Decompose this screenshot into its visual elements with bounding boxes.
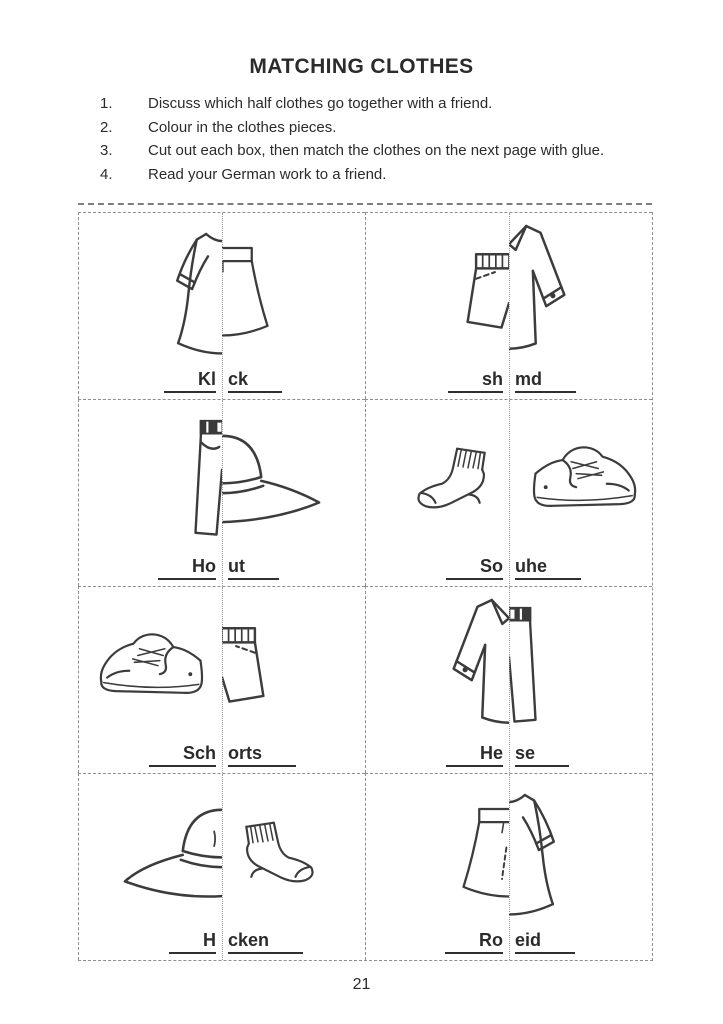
clothes-card [78, 773, 365, 960]
word-fragment-right: uhe [515, 556, 581, 580]
cut-line-icon [222, 400, 223, 586]
left-half-art [79, 404, 222, 550]
word-fragment-left: Ho [158, 556, 216, 580]
shoe-icon [93, 625, 208, 703]
instruction-list [100, 92, 650, 186]
left-half-art [366, 404, 509, 550]
cut-line-icon [222, 774, 223, 960]
right-half-art [222, 404, 365, 550]
right-half-art [222, 591, 365, 737]
shorts-icon [457, 243, 509, 337]
word-fragment-left: Sch [149, 743, 216, 767]
shoe-icon [523, 438, 638, 516]
word-fragment-right: ck [228, 369, 282, 393]
instruction-number: 4. [100, 165, 113, 183]
sock-icon [236, 816, 320, 886]
cut-line-icon [509, 213, 510, 399]
instruction-text: Colour in the clothes pieces. [148, 118, 337, 136]
instruction-item [100, 163, 650, 187]
word-fragment-left: sh [448, 369, 503, 393]
trousers-icon [509, 600, 558, 728]
trousers-icon [173, 413, 222, 541]
instruction-item [100, 116, 650, 140]
right-half-art [509, 591, 652, 737]
skirt-icon [456, 802, 509, 900]
word-fragment-right: eid [515, 930, 575, 954]
instruction-number: 1. [100, 95, 113, 112]
clothes-card [365, 212, 652, 399]
word-fragment-right: ut [228, 556, 279, 580]
cut-line-icon [509, 774, 510, 960]
dress-icon [509, 785, 565, 917]
clothes-card [78, 212, 365, 399]
left-half-art [79, 591, 222, 737]
word-fragment-left: Ro [445, 930, 503, 954]
cut-out-grid [78, 212, 653, 961]
instruction-text: Read your German work to a friend. [148, 165, 387, 183]
hat-icon [222, 426, 328, 528]
right-half-art [222, 217, 365, 363]
clothes-card [78, 586, 365, 773]
clothes-card [365, 586, 652, 773]
left-half-art [366, 591, 509, 737]
shorts-icon [222, 617, 274, 711]
shirt-icon [446, 592, 509, 736]
instruction-text: Cut out each box, then match the clothes on the next page with glue. [148, 142, 605, 159]
word-fragment-left: H [169, 930, 216, 954]
page-number: 21 [352, 976, 371, 993]
word-fragment-right: md [515, 369, 576, 393]
word-fragment-left: So [446, 556, 503, 580]
cut-line-icon [509, 400, 510, 586]
cut-line-icon [222, 587, 223, 773]
instruction-text: Discuss which half clothes go together with a friend. [148, 95, 493, 112]
instruction-item [100, 139, 650, 163]
left-half-art [79, 217, 222, 363]
word-fragment-right: orts [228, 743, 296, 767]
grid-outer-border [78, 203, 652, 205]
right-half-art [509, 404, 652, 550]
word-fragment-right: cken [228, 930, 303, 954]
instruction-number: 2. [100, 118, 113, 136]
right-half-art [509, 217, 652, 363]
right-half-art [222, 778, 365, 924]
sock-icon [411, 442, 495, 512]
word-fragment-right: se [515, 743, 569, 767]
clothes-card [78, 399, 365, 586]
right-half-art [509, 778, 652, 924]
left-half-art [366, 217, 509, 363]
left-half-art [79, 778, 222, 924]
shirt-icon [509, 218, 572, 362]
cut-line-icon [509, 587, 510, 773]
hat-icon [116, 800, 222, 902]
cut-line-icon [222, 213, 223, 399]
left-half-art [366, 778, 509, 924]
instruction-item [100, 92, 650, 116]
clothes-card [365, 399, 652, 586]
word-fragment-left: Kl [164, 369, 216, 393]
word-fragment-left: He [446, 743, 503, 767]
skirt-icon [222, 241, 275, 339]
dress-icon [166, 224, 222, 356]
instruction-number: 3. [100, 142, 113, 159]
clothes-card [365, 773, 652, 960]
page-title: MATCHING CLOTHES [249, 55, 474, 78]
